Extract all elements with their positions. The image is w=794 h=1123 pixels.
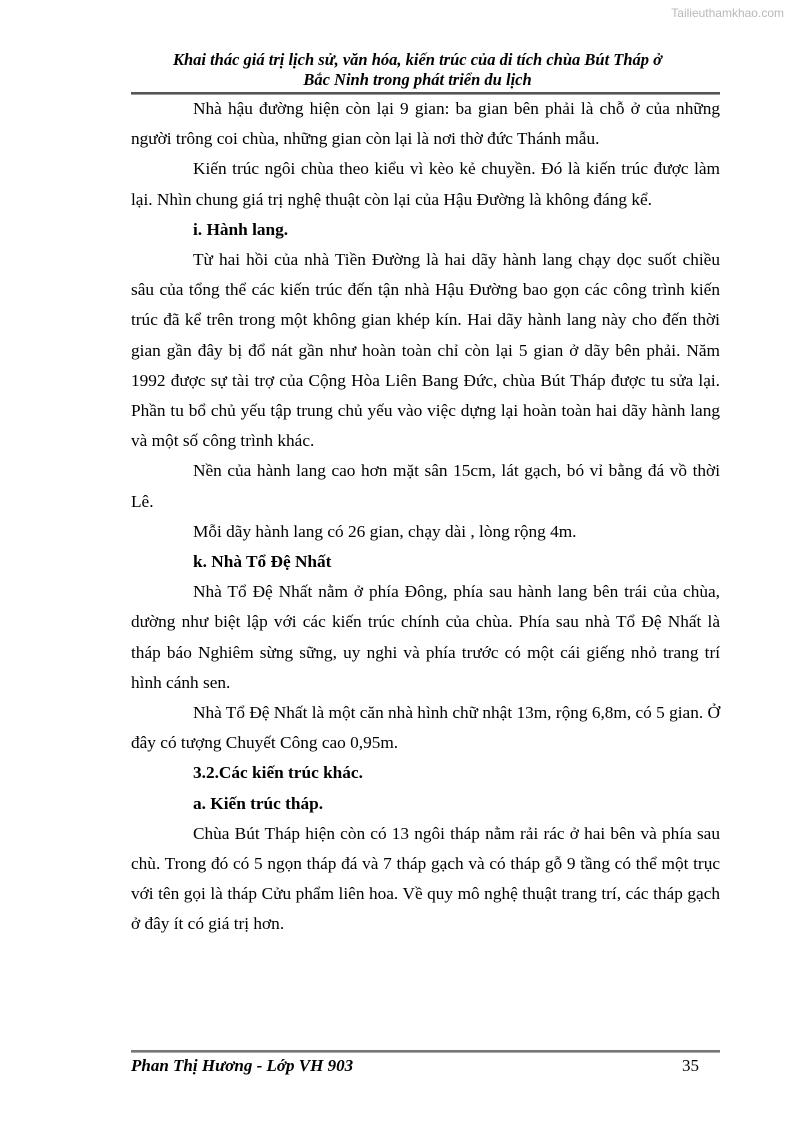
- paragraph: Mỗi dãy hành lang có 26 gian, chạy dài , lòng rộng 4m.: [193, 521, 577, 541]
- paragraph: Kiến trúc ngôi chùa theo kiểu vì kèo kẻ chuyền. Đó là kiến trúc được làm lại. Nhìn chung giá trị nghệ thuật còn lại của Hậu Đường là không đáng kể.: [131, 159, 720, 209]
- watermark: Tailieuthamkhao.com: [671, 6, 784, 20]
- paragraph: Nhà Tổ Đệ Nhất nằm ở phía Đông, phía sau hành lang bên trái của chùa, dường như biệt lập với các kiến trúc chính của chùa. Phía sau nhà Tổ Đệ Nhất là tháp báo Nghiêm sừng sững, uy nghi và phía trước có một cái giếng nhỏ trang trí hình cánh sen.: [131, 582, 720, 692]
- section-heading: k. Nhà Tổ Đệ Nhất: [193, 552, 332, 572]
- footer-author: Phan Thị Hương - Lớp VH 903: [131, 1056, 354, 1075]
- footer-divider: [131, 1050, 720, 1053]
- paragraph: Nhà hậu đường hiện còn lại 9 gian: ba gian bên phải là chỗ ở của những người trông coi chùa, những gian còn lại là nơi thờ đức Thánh mẫu.: [131, 99, 720, 149]
- page-header: [131, 50, 704, 90]
- paragraph: Nhà Tổ Đệ Nhất là một căn nhà hình chữ nhật 13m, rộng 6,8m, có 5 gian. Ở đây có tượng Chuyết Công cao 0,95m.: [131, 703, 720, 753]
- section-heading: a. Kiến trúc tháp.: [193, 793, 324, 813]
- paragraph: Từ hai hồi của nhà Tiền Đường là hai dãy hành lang chạy dọc suốt chiều sâu của tổng thể các kiến trúc đến tận nhà Hậu Đường bao gọn các công trình kiến trúc đã kể trên trong một không gian khép kín. Hai dãy hành lang này cho đến thời gian gần đây bị đổ nát gần như hoàn toàn chỉ còn lại 5 gian ở dãy bên phải. Năm 1992 được sự tài trợ của Cộng Hòa Liên Bang Đức, chùa Bút Tháp được tu sửa lại. Phần tu bổ chủ yếu tập trung chủ yếu vào việc dựng lại hoàn toàn hai dãy hành lang và một số công trình khác.: [131, 250, 720, 451]
- paragraph: Chùa Bút Tháp hiện còn có 13 ngôi tháp nằm rải rác ở hai bên và phía sau chù. Trong đó có 5 ngọn tháp đá và 7 tháp gạch và có tháp gỗ 9 tầng có thể một trục với tên gọi là tháp Cửu phẩm liên hoa. Về quy mô nghệ thuật trang trí, các tháp gạch ở đây ít có giá trị hơn.: [131, 823, 720, 934]
- header-title-line-2: Bắc Ninh trong phát triển du lịch: [303, 70, 532, 89]
- paragraph: Nền của hành lang cao hơn mặt sân 15cm, lát gạch, bó vỉ bằng đá vồ thời Lê.: [131, 461, 720, 511]
- document-body: [131, 94, 720, 940]
- section-heading: 3.2.Các kiến trúc khác.: [193, 763, 363, 783]
- header-title-line-1: Khai thác giá trị lịch sử, văn hóa, kiến trúc của di tích chùa Bút Tháp ở: [172, 50, 663, 69]
- page-number: 35: [682, 1056, 699, 1075]
- section-heading: i. Hành lang.: [193, 219, 289, 239]
